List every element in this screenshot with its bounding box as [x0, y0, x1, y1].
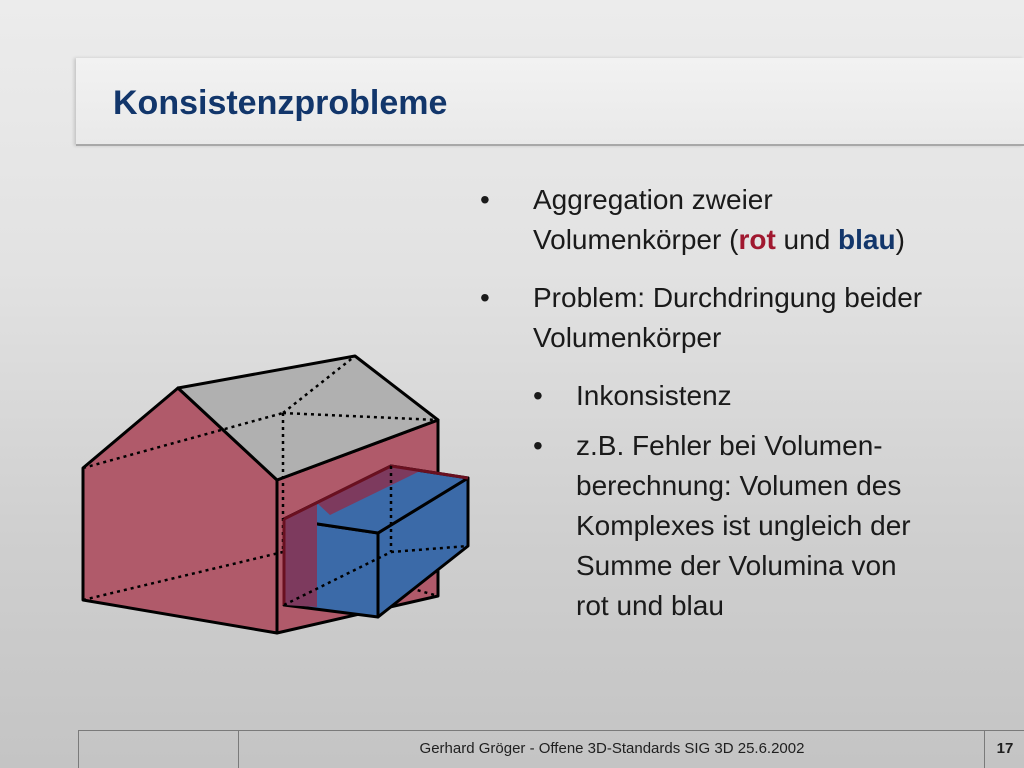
bullet-text-line: z.B. Fehler bei Volumen- [576, 430, 883, 461]
bullet-marker: • [533, 430, 543, 461]
footer-info: Gerhard Gröger - Offene 3D-Standards SIG 3D 25.6.2002 [238, 730, 985, 768]
rot-label: rot [738, 224, 776, 255]
bullet-text-line: Inkonsistenz [576, 380, 732, 411]
bullet-text-line: rot und blau [576, 590, 724, 621]
bullet-text-line: Volumenkörper [533, 322, 722, 353]
bullet-marker: • [480, 282, 490, 313]
bullet-text-line: Komplexes ist ungleich der [576, 510, 911, 541]
bullet-text-line: Aggregation zweier [533, 184, 773, 215]
slide-footer [78, 730, 1024, 768]
bullet-marker: • [533, 380, 543, 411]
footer-cell-empty-left [78, 730, 239, 768]
subbullet-fehler [480, 426, 1020, 626]
bullet-marker: • [480, 184, 490, 215]
page-number: 17 [984, 730, 1024, 768]
text-segment: Volumenkörper ( [533, 224, 739, 255]
text-segment: ) [895, 224, 905, 255]
bullet-aggregation [480, 180, 1020, 260]
subbullet-inkonsistenz [480, 376, 1020, 416]
bullet-problem [480, 278, 1020, 358]
bullet-list [480, 180, 1020, 636]
blau-label: blau [838, 224, 896, 255]
bullet-text-line: Summe der Volumina von [576, 550, 897, 581]
bullet-text-line: Problem: Durchdringung beider [533, 282, 923, 313]
bullet-text-line [533, 220, 1020, 260]
overlap-region-front [284, 503, 317, 607]
slide-title: Konsistenzprobleme [113, 84, 448, 122]
text-segment: und [775, 224, 839, 255]
bullet-text-line: berechnung: Volumen des [576, 470, 902, 501]
